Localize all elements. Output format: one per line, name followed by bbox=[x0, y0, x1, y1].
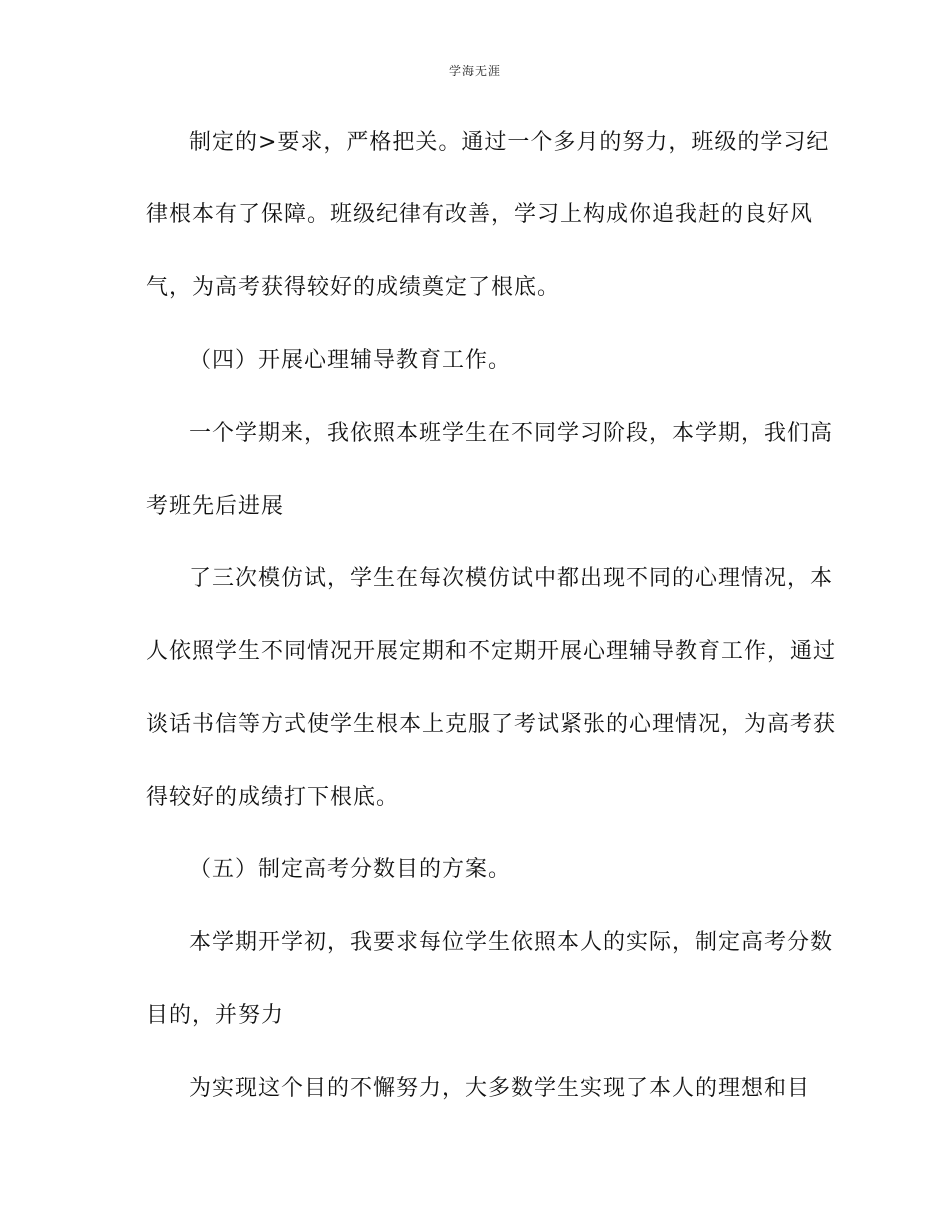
page-header: 学海无涯 bbox=[448, 64, 501, 78]
text-line-3: 气，为高考获得较好的成绩奠定了根底。 bbox=[146, 275, 561, 300]
text-line-8: 人依照学生不同情况开展定期和不定期开展心理辅导教育工作，通过 bbox=[146, 639, 837, 664]
text-line-2: 律根本有了保障。班级纪律有改善，学习上构成你追我赶的良好风 bbox=[146, 202, 814, 227]
text-line-10: 得较好的成绩打下根底。 bbox=[146, 785, 400, 810]
text-line-12: 本学期开学初，我要求每位学生依照本人的实际，制定高考分数 bbox=[189, 930, 834, 955]
text-line-6: 考班先后进展 bbox=[146, 494, 285, 519]
text-line-1: 制定的>要求，严格把关。通过一个多月的努力，班级的学习纪 bbox=[189, 130, 830, 155]
text-line-14: 为实现这个目的不懈努力，大多数学生实现了本人的理想和目 bbox=[189, 1076, 811, 1101]
section-heading-4: （四）开展心理辅导教育工作。 bbox=[189, 348, 512, 373]
text-line-9: 谈话书信等方式使学生根本上克服了考试紧张的心理情况，为高考获 bbox=[146, 712, 837, 737]
text-line-7: 了三次模仿试，学生在每次模仿试中都出现不同的心理情况，本 bbox=[189, 566, 834, 591]
text-line-5: 一个学期来，我依照本班学生在不同学习阶段，本学期，我们高 bbox=[189, 421, 834, 446]
section-heading-5: （五）制定高考分数目的方案。 bbox=[189, 857, 512, 882]
text-line-13: 目的，并努力 bbox=[146, 1003, 285, 1028]
